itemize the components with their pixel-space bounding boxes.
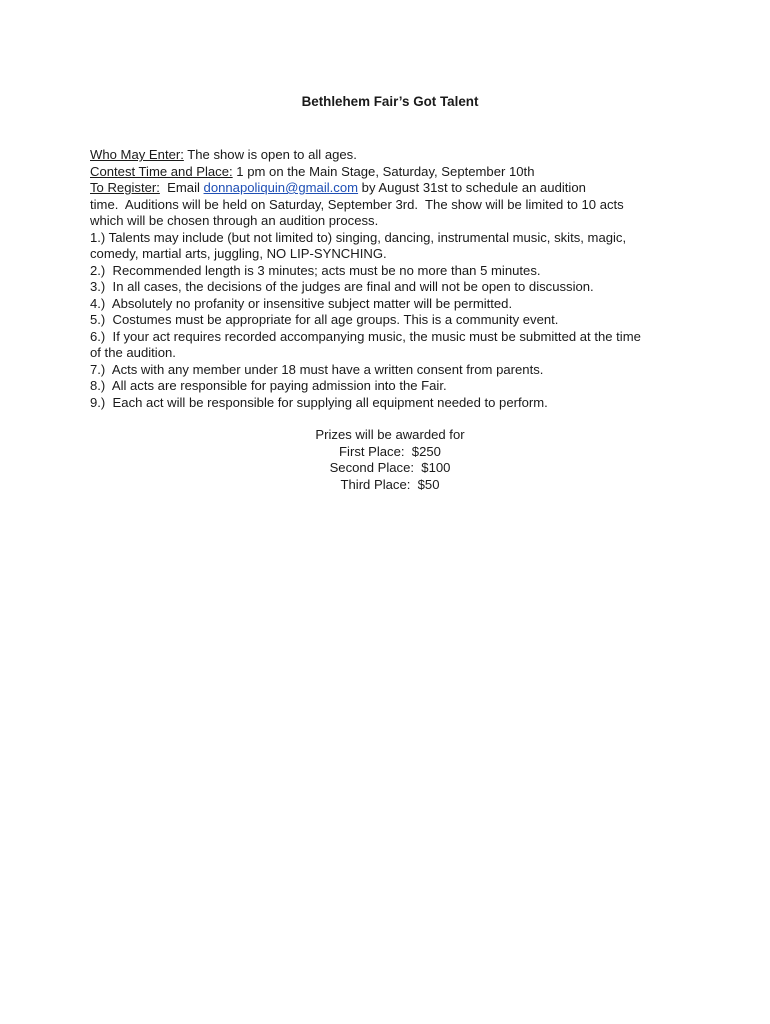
- register-line-2: time. Auditions will be held on Saturday, September 3rd. The show will be limited to 10 acts: [90, 196, 624, 212]
- register-pre-text: Email: [159, 180, 204, 195]
- rule-1-line-1: 1.) Talents may include (but not limited to) singing, dancing, instrumental music, skits, magic,: [90, 229, 627, 245]
- contest-time-line: [90, 164, 690, 181]
- prize-first: First Place: $250: [339, 443, 441, 459]
- prizes-heading: Prizes will be awarded for: [315, 427, 465, 442]
- who-may-enter-label: Who May Enter:: [90, 147, 184, 162]
- contest-time-label: Contest Time and Place:: [90, 163, 233, 179]
- rule-7: 7.) Acts with any member under 18 must have a written consent from parents.: [90, 361, 544, 377]
- rule-4: 4.) Absolutely no profanity or insensitive subject matter will be permitted.: [90, 295, 513, 311]
- prizes-section: [90, 427, 690, 493]
- rule-9: 9.) Each act will be responsible for supplying all equipment needed to perform.: [90, 394, 548, 410]
- rule-5: 5.) Costumes must be appropriate for all age groups. This is a community event.: [90, 312, 559, 327]
- register-line-3: which will be chosen through an audition process.: [90, 213, 379, 228]
- register-label: To Register:: [90, 180, 160, 195]
- register-post-text: by August 31st to schedule an audition: [358, 180, 586, 195]
- who-may-enter-text: The show is open to all ages.: [183, 147, 357, 162]
- register-line: [90, 180, 690, 197]
- rule-6-line-2: of the audition.: [90, 345, 176, 360]
- email-link[interactable]: donnapoliquin@gmail.com: [203, 180, 359, 195]
- prize-third: Third Place: $50: [340, 476, 440, 492]
- document-title: Bethlehem Fair’s Got Talent: [301, 94, 479, 109]
- prize-second: Second Place: $100: [329, 460, 451, 475]
- rules-list: [90, 230, 690, 412]
- rule-8: 8.) All acts are responsible for paying admission into the Fair.: [90, 378, 447, 393]
- rule-6-line-1: 6.) If your act requires recorded accompanying music, the music must be submitted at the time: [90, 328, 641, 344]
- who-may-enter-line: [90, 147, 690, 164]
- rule-3: 3.) In all cases, the decisions of the judges are final and will not be open to discussion.: [90, 279, 594, 294]
- rule-1-line-2: comedy, martial arts, juggling, NO LIP-SYNCHING.: [90, 246, 387, 261]
- contest-time-text: 1 pm on the Main Stage, Saturday, September 10th: [232, 163, 535, 179]
- rule-2: 2.) Recommended length is 3 minutes; acts must be no more than 5 minutes.: [90, 262, 541, 278]
- document-page: [90, 92, 690, 493]
